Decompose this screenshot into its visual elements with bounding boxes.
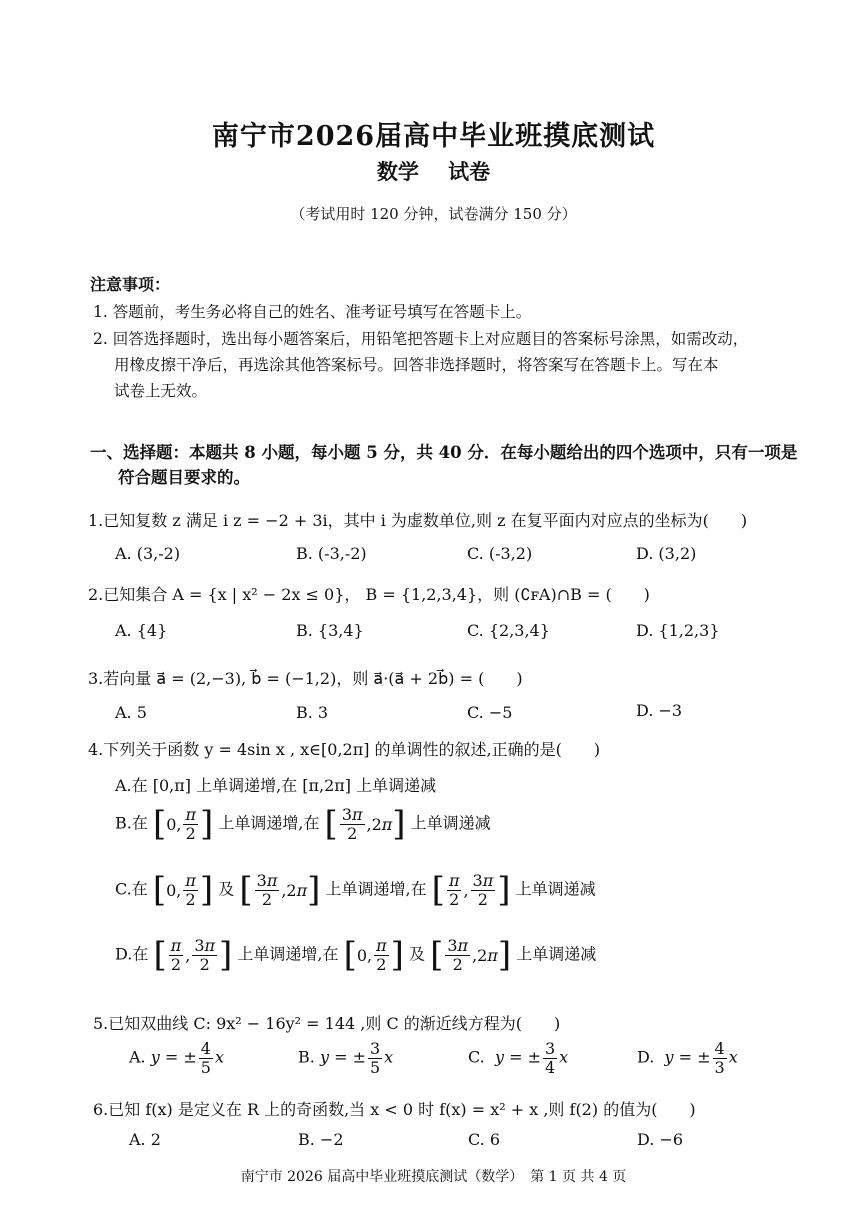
q2-option-b: B. {3,4}: [296, 621, 364, 640]
note-item: 试卷上无效。: [114, 382, 208, 400]
q3-option-c: C. −5: [467, 703, 513, 722]
note-item: 2. 回答选择题时，选出每小题答案后，用铅笔把答题卡上对应题目的答案标号涂黑，如需改动，: [93, 330, 749, 348]
q4-d-post: 上单调递减: [516, 944, 597, 964]
q2-option-a: A. {4}: [115, 621, 168, 640]
q4-c-mid: 上单调递增,在: [325, 879, 427, 899]
q6-option-b: B. −2: [298, 1130, 344, 1149]
section-heading-cont: 符合题目要求的。: [118, 468, 250, 487]
q4-b-mid: 上单调递增,在: [218, 813, 320, 833]
q4-b-prefix: B.在: [115, 813, 148, 833]
q1-option-c: C. (-3,2): [467, 544, 533, 563]
q4-option-c: C.在 [ 0, $\frac{\pi}{2}$ ] 及 [ $\frac{3\pi}{2}$ ,2 π ] 上单调递增,在 [ $\frac{\pi}{2}$ , $\frac{3\pi}{2}$ ] 上单调递减: [115, 870, 596, 911]
section-heading: 一、选择题：本题共 8 小题，每小题 5 分，共 40 分．在每小题给出的四个选项中，只有一项是: [90, 443, 798, 462]
q3-option-d: D. −3: [636, 701, 683, 720]
q4-c-and: 及: [218, 879, 235, 899]
notes-heading: 注意事项：: [90, 275, 171, 294]
q5-option-c: C. y = ± $\frac{3}{4}$ x: [468, 1039, 569, 1077]
question-6-stem: 6.已知 f(x) 是定义在 R 上的奇函数,当 x < 0 时 f(x) = x² + x ,则 f(2) 的值为( ): [93, 1100, 696, 1119]
subject-label: 数学: [376, 159, 419, 184]
q4-c-post: 上单调递减: [515, 879, 596, 899]
page-subtitle: [0, 156, 867, 186]
page-footer: 南宁市 2026 届高中毕业班摸底测试（数学） 第 1 页 共 4 页: [240, 1169, 627, 1185]
q3-option-b: B. 3: [296, 703, 329, 722]
q1-option-b: B. (-3,-2): [296, 544, 367, 563]
q4-option-b: B.在 [ 0, $\frac{\pi}{2}$ ] 上单调递增,在 [ $\frac{3\pi}{2}$ ,2 π ] 上单调递减: [115, 804, 491, 845]
paper-label: 试卷: [448, 159, 491, 184]
q4-b-post: 上单调递减: [410, 813, 491, 833]
page-title: 南宁市2026届高中毕业班摸底测试: [211, 121, 656, 152]
q4-c-prefix: C.在: [115, 879, 148, 899]
q4-d-and: 及: [408, 944, 425, 964]
q5-option-d: D. y = ± $\frac{4}{3}$ x: [637, 1039, 738, 1077]
q6-option-a: A. 2: [129, 1130, 161, 1149]
question-3-stem: 3.若向量 a⃗ = (2,−3), b⃗ = (−1,2)，则 a⃗·(a⃗ + 2b⃗) = ( ): [88, 669, 523, 688]
note-item: 1. 答题前，考生务必将自己的姓名、准考证号填写在答题卡上。: [93, 303, 532, 321]
q1-option-d: D. (3,2): [636, 544, 697, 563]
q3-option-a: A. 5: [115, 703, 147, 722]
q6-option-d: D. −6: [637, 1130, 684, 1149]
q4-d-prefix: D.在: [115, 944, 149, 964]
question-4-stem: 4.下列关于函数 y = 4sin x , x∈[0,2π] 的单调性的叙述,正确的是( ): [88, 740, 601, 759]
q2-option-c: C. {2,3,4}: [467, 621, 550, 640]
q4-d-mid: 上单调递增,在: [237, 944, 339, 964]
question-2-stem: 2.已知集合 A = {x | x² − 2x ≤ 0}， B = {1,2,3,4}，则 (∁ꜰA)∩B = ( ): [88, 585, 650, 604]
q4-option-d: D.在 [ $\frac{\pi}{2}$ , $\frac{3\pi}{2}$ ] 上单调递增,在 [ 0, $\frac{\pi}{2}$ ] 及 [ $\frac{3\pi}{2}$ ,2 π ] 上单调递减: [115, 935, 597, 976]
q6-option-c: C. 6: [468, 1130, 501, 1149]
question-5-stem: 5.已知双曲线 C: 9x² − 16y² = 144 ,则 C 的渐近线方程为( ): [93, 1014, 561, 1033]
q2-option-d: D. {1,2,3}: [636, 621, 720, 640]
exam-meta: （考试用时 120 分钟，试卷满分 150 分）: [290, 205, 577, 223]
q4-option-a: A.在 [0,π] 上单调递增,在 [π,2π] 上单调递减: [115, 776, 437, 795]
question-1-stem: 1.已知复数 z 满足 i z = −2 + 3i，其中 i 为虚数单位,则 z 在复平面内对应点的坐标为( ): [88, 511, 748, 530]
q5-option-a: A. y = ± $\frac{4}{5}$ x: [129, 1039, 224, 1077]
note-item: 用橡皮擦干净后，再选涂其他答案标号。回答非选择题时，将答案写在答题卡上。写在本: [114, 356, 719, 374]
q5-option-b: B. y = ± $\frac{3}{5}$ x: [298, 1039, 394, 1077]
q1-option-a: A. (3,-2): [115, 544, 181, 563]
